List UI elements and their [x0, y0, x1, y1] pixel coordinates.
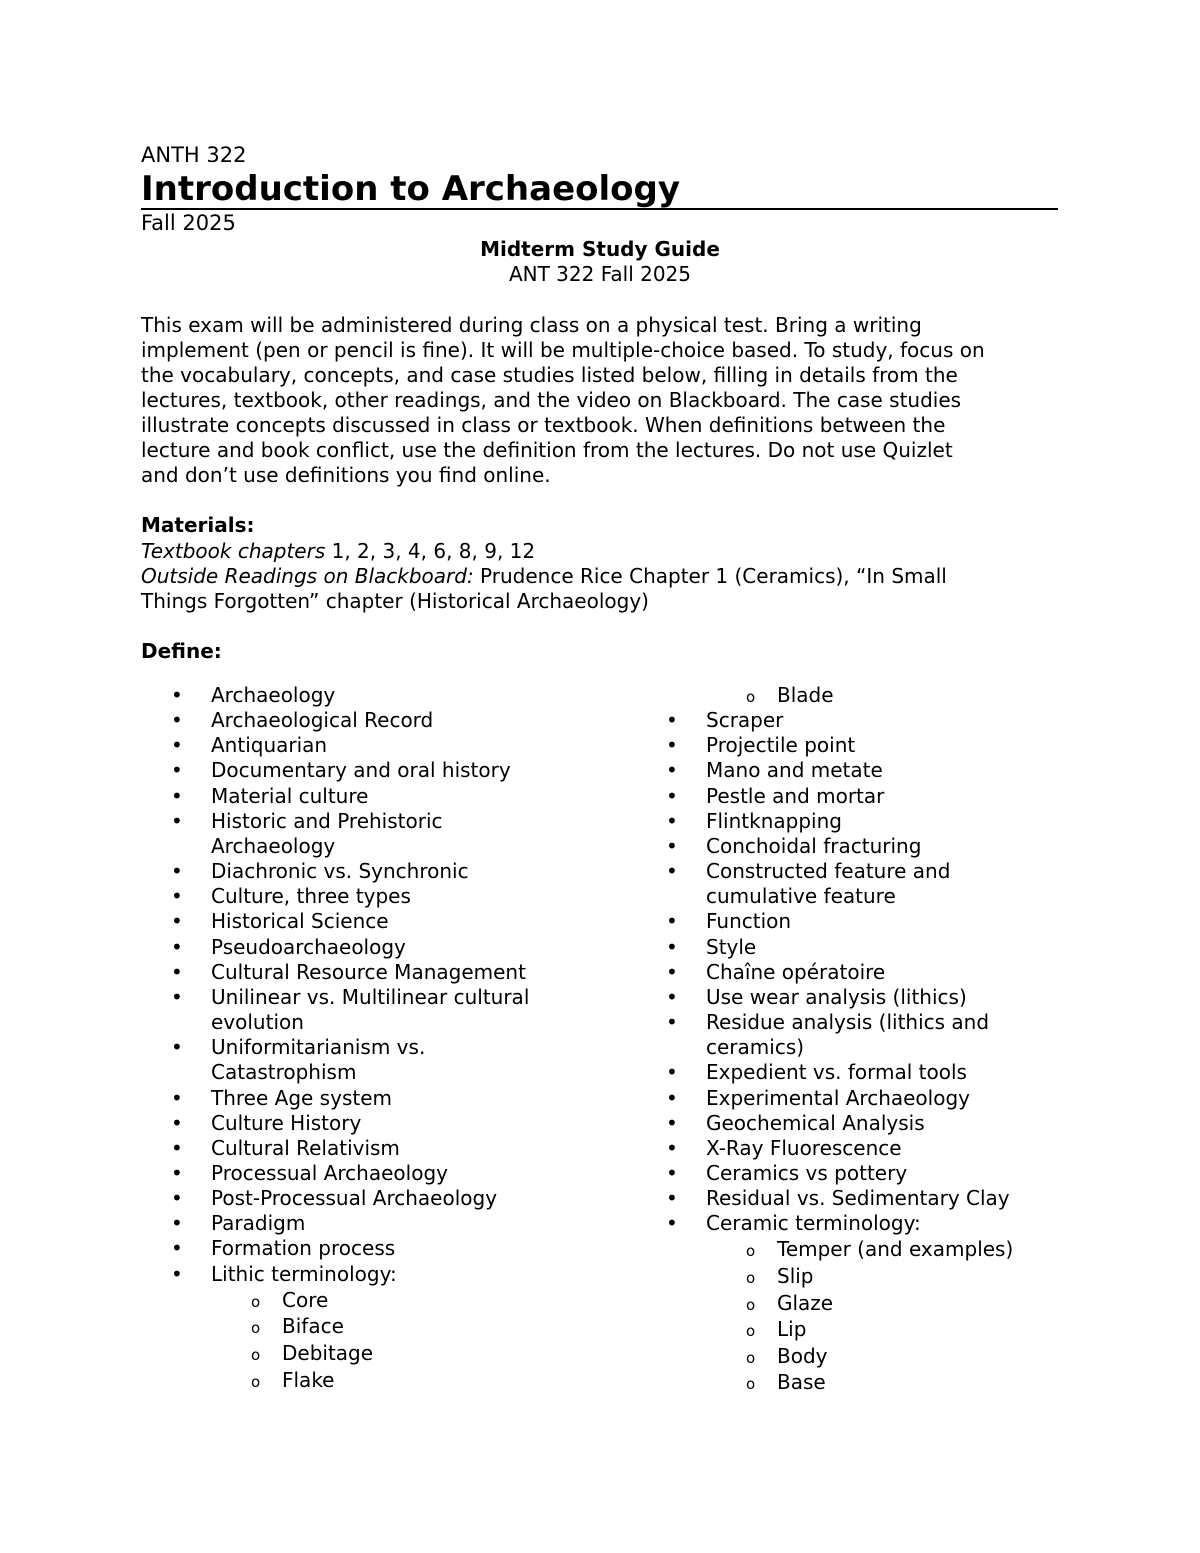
bullet-icon: • [171, 708, 183, 733]
list-item: • Residue analysis (lithics and [666, 1010, 990, 1035]
materials-textbook [141, 539, 535, 564]
intro-line: implement (pen or pencil is fine). It will be multiple-choice based. To study, focus on [141, 338, 985, 362]
list-item: • Flintknapping [666, 808, 842, 833]
list-item: • Projectile point [666, 733, 856, 758]
sub-list-item: o Biface [141, 1313, 621, 1340]
materials-outside-value: Prudence Rice Chapter 1 (Ceramics), “In Small [473, 564, 947, 588]
sub-list-item: o Core [141, 1287, 621, 1314]
bullet-icon: • [171, 1236, 183, 1261]
bullet-icon: • [171, 984, 183, 1009]
bullet-icon: • [666, 934, 678, 959]
bullet-icon: • [666, 909, 678, 934]
sub-bullet-icon: o [251, 1292, 261, 1311]
sub-list-item: o Lip [636, 1316, 1106, 1343]
bullet-icon: • [171, 1261, 183, 1286]
list-item: • Experimental Archaeology [666, 1085, 970, 1110]
list-item: • Chaîne opératoire [666, 959, 886, 984]
sub-bullet-icon: o [746, 1295, 756, 1314]
sub-list-item: o Debitage [141, 1340, 621, 1367]
sub-bullet-icon: o [251, 1345, 261, 1364]
intro-line: lectures, textbook, other readings, and the video on Blackboard. The case studies [141, 388, 962, 412]
list-item-continuation: Archaeology [211, 833, 336, 858]
bullet-icon: • [171, 1035, 183, 1060]
course-code: ANTH 322 [141, 143, 247, 167]
define-heading: Define: [141, 639, 222, 663]
list-item: • Pestle and mortar [666, 783, 885, 808]
list-item: • Residual vs. Sedimentary Clay [666, 1186, 1010, 1211]
bullet-icon: • [171, 1085, 183, 1110]
sub-bullet-icon: o [251, 1319, 261, 1338]
bullet-icon: • [171, 1186, 183, 1211]
bullet-icon: • [171, 783, 183, 808]
bullet-icon: • [171, 909, 183, 934]
list-item: • Diachronic vs. Synchronic [171, 859, 469, 884]
bullet-icon: • [666, 1135, 678, 1160]
list-item: • Processual Archaeology [171, 1160, 448, 1185]
bullet-icon: • [666, 783, 678, 808]
intro-line: illustrate concepts discussed in class or textbook. When definitions between the [141, 413, 946, 437]
bullet-icon: • [666, 1186, 678, 1211]
list-item: • Culture History [171, 1110, 362, 1135]
sub-list-item: o Body [636, 1343, 1106, 1370]
list-item: • Mano and metate [666, 758, 883, 783]
list-item: • Three Age system [171, 1085, 392, 1110]
bullet-icon: • [666, 1010, 678, 1035]
list-item: • Paradigm [171, 1211, 306, 1236]
list-item: • Scraper [666, 708, 784, 733]
materials-textbook-value: 1, 2, 3, 4, 6, 8, 9, 12 [325, 539, 536, 563]
sub-list-item: o Glaze [636, 1290, 1106, 1317]
intro-line: and don’t use definitions you find online. [141, 463, 551, 487]
bullet-icon: • [171, 1110, 183, 1135]
define-list-right [636, 683, 1106, 1396]
sub-list-item: o Slip [636, 1263, 1106, 1290]
sub-bullet-icon: o [251, 1372, 261, 1391]
list-item: • Use wear analysis (lithics) [666, 984, 967, 1009]
bullet-icon: • [171, 859, 183, 884]
list-item-continuation: cumulative feature [706, 884, 896, 909]
list-item: • Lithic terminology: [171, 1261, 397, 1286]
list-item: • Formation process [171, 1236, 396, 1261]
bullet-icon: • [171, 884, 183, 909]
list-item: • Geochemical Analysis [666, 1110, 925, 1135]
list-item: • Expedient vs. formal tools [666, 1060, 967, 1085]
list-item: • Documentary and oral history [171, 758, 511, 783]
bullet-icon: • [666, 859, 678, 884]
bullet-icon: • [666, 959, 678, 984]
list-item: • Post-Processual Archaeology [171, 1186, 498, 1211]
list-item: • Pseudoarchaeology [171, 934, 406, 959]
sub-bullet-icon: o [746, 1375, 756, 1394]
guide-subtitle: ANT 322 Fall 2025 [508, 262, 692, 286]
list-item: • Uniformitarianism vs. [171, 1035, 426, 1060]
materials-textbook-label: Textbook chapters [141, 539, 326, 563]
intro-line: lecture and book conflict, use the definition from the lectures. Do not use Quizlet [141, 438, 953, 462]
bullet-icon: • [171, 758, 183, 783]
materials-outside-label: Outside Readings on Blackboard: [141, 564, 474, 588]
list-item: • Unilinear vs. Multilinear cultural [171, 984, 530, 1009]
bullet-icon: • [171, 808, 183, 833]
list-item: • X-Ray Fluorescence [666, 1135, 902, 1160]
bullet-icon: • [666, 833, 678, 858]
sub-bullet-icon: o [746, 1322, 756, 1341]
intro-paragraph [141, 313, 1071, 488]
list-item: • Cultural Resource Management [171, 959, 526, 984]
sub-list-item: o Blade [636, 683, 1106, 708]
list-item: • Archaeological Record [171, 708, 434, 733]
bullet-icon: • [666, 984, 678, 1009]
sub-bullet-icon: o [746, 1269, 756, 1288]
list-item: • Cultural Relativism [171, 1135, 400, 1160]
list-item: • Historical Science [171, 909, 389, 934]
list-item: • Conchoidal fracturing [666, 833, 922, 858]
intro-line: This exam will be administered during class on a physical test. Bring a writing [141, 313, 922, 337]
bullet-icon: • [666, 1160, 678, 1185]
bullet-icon: • [171, 959, 183, 984]
bullet-icon: • [666, 708, 678, 733]
materials-heading: Materials: [141, 513, 255, 537]
list-item: • Historic and Prehistoric [171, 808, 443, 833]
list-item: • Style [666, 934, 757, 959]
list-item: • Culture, three types [171, 884, 411, 909]
list-item: • Material culture [171, 783, 369, 808]
sub-list-item: o Flake [141, 1367, 621, 1394]
bullet-icon: • [171, 934, 183, 959]
course-term: Fall 2025 [141, 211, 236, 235]
materials-outside [141, 564, 947, 589]
intro-line: the vocabulary, concepts, and case studies listed below, filling in details from the [141, 363, 958, 387]
bullet-icon: • [666, 758, 678, 783]
bullet-icon: • [666, 733, 678, 758]
materials-outside-cont: Things Forgotten” chapter (Historical Archaeology) [141, 589, 649, 613]
list-item: • Constructed feature and [666, 859, 951, 884]
list-item: • Archaeology [171, 683, 336, 707]
sub-bullet-icon: o [746, 688, 756, 706]
bullet-icon: • [171, 733, 183, 758]
list-item-continuation: ceramics) [706, 1035, 805, 1060]
sub-list-item: o Base [636, 1369, 1106, 1396]
course-title: Introduction to Archaeology [141, 170, 1058, 210]
bullet-icon: • [171, 1160, 183, 1185]
sub-bullet-icon: o [746, 1242, 756, 1261]
bullet-icon: • [666, 1060, 678, 1085]
list-item-continuation: Catastrophism [211, 1060, 357, 1085]
bullet-icon: • [666, 1211, 678, 1236]
sub-bullet-icon: o [746, 1348, 756, 1367]
list-item-continuation: evolution [211, 1010, 304, 1035]
bullet-icon: • [171, 1211, 183, 1236]
list-item: • Function [666, 909, 792, 934]
list-item: • Antiquarian [171, 733, 328, 758]
sub-list-item: o Temper (and examples) [636, 1236, 1106, 1263]
guide-title: Midterm Study Guide [480, 237, 720, 261]
bullet-icon: • [666, 808, 678, 833]
define-list-left [141, 683, 621, 1393]
list-item: • Ceramic terminology: [666, 1211, 921, 1236]
bullet-icon: • [666, 1085, 678, 1110]
bullet-icon: • [171, 683, 183, 707]
list-item: • Ceramics vs pottery [666, 1160, 908, 1185]
bullet-icon: • [666, 1110, 678, 1135]
bullet-icon: • [171, 1135, 183, 1160]
